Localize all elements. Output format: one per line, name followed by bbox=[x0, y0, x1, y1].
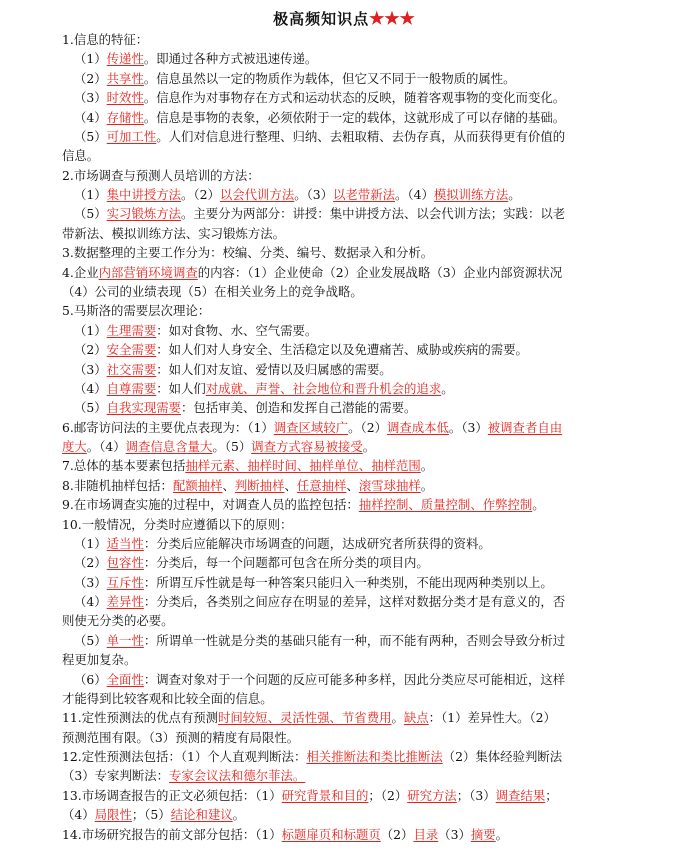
text-segment: 1.信息的特征： bbox=[62, 32, 149, 47]
title-text: 极高频知识点 bbox=[273, 10, 370, 28]
highlighted-term: 单一性 bbox=[106, 632, 144, 648]
text-segment: 14.市场研究报告的前文部分包括：（1） bbox=[62, 826, 282, 842]
text-segment: 才能得到比较客观和比较全面的信息。 bbox=[62, 690, 273, 706]
text-segment: 。即通过各种方式被迅速传递。 bbox=[143, 51, 318, 67]
text-segment: 5.马斯洛的需要层次理论： bbox=[62, 303, 211, 319]
text-segment: 信息。 bbox=[62, 148, 100, 164]
page-title bbox=[0, 8, 688, 29]
text-line bbox=[74, 88, 664, 108]
text-line bbox=[62, 611, 664, 631]
text-segment: （1） bbox=[74, 535, 107, 551]
text-line bbox=[74, 573, 664, 593]
text-segment: 10.一般情况，分类时应遵循以下的原则： bbox=[62, 516, 293, 532]
text-segment: 带新法、模拟训练方法、实习锻炼方法。 bbox=[62, 225, 286, 241]
text-segment: （3） bbox=[74, 361, 107, 377]
text-line bbox=[62, 650, 664, 670]
text-segment: 、 bbox=[346, 477, 359, 493]
text-line bbox=[74, 321, 664, 341]
text-segment: 。（5） bbox=[212, 439, 252, 454]
text-line bbox=[74, 185, 664, 205]
text-line bbox=[74, 592, 664, 612]
text-line bbox=[62, 437, 664, 457]
text-line bbox=[62, 825, 664, 845]
text-segment: ：如人们对友谊、爱情以及归属感的需要。 bbox=[156, 361, 392, 377]
text-segment: 。信息虽然以一定的物质作为载体，但它又不同于一般物质的属性。 bbox=[143, 70, 516, 86]
text-line bbox=[62, 476, 664, 496]
text-segment: （2） bbox=[74, 70, 107, 86]
text-line bbox=[62, 30, 664, 50]
highlighted-term: 包容性 bbox=[106, 555, 144, 571]
text-segment: 。 bbox=[391, 710, 404, 726]
text-line bbox=[62, 301, 664, 321]
text-segment: （1） bbox=[74, 322, 107, 338]
text-line bbox=[62, 166, 664, 186]
text-segment: ：调查对象对于一个问题的反应可能多种多样，因此分类应尽可能相近，这样 bbox=[143, 671, 566, 687]
highlighted-term: 调查区域较广 bbox=[273, 419, 349, 435]
text-segment: 、 bbox=[284, 477, 297, 493]
highlighted-term: 摘要 bbox=[470, 826, 496, 842]
text-segment: ：（1）差异性大。（2） bbox=[428, 710, 556, 726]
text-line bbox=[74, 204, 664, 224]
highlighted-term: 专家会议法和德尔菲法。 bbox=[169, 768, 306, 784]
text-segment: （2）集体经验判断法 bbox=[442, 749, 563, 765]
text-segment: （1） bbox=[74, 187, 107, 202]
text-segment: （2） bbox=[74, 342, 107, 358]
text-segment: ：分类后，每一个问题都可包含在所分类的项目内。 bbox=[143, 555, 429, 571]
highlighted-term: 抽样元素、抽样时间、抽样单位、抽样范围 bbox=[185, 458, 421, 474]
highlighted-term: 内部营销环境调查 bbox=[98, 264, 198, 280]
text-line bbox=[74, 553, 664, 573]
highlighted-term: 安全需要 bbox=[106, 342, 157, 358]
text-segment: 。 bbox=[232, 807, 246, 823]
text-segment: ：所谓单一性就是分类的基础只能有一种，而不能有两种，否则会导致分析过 bbox=[143, 632, 566, 648]
text-segment: 。（2） bbox=[348, 419, 387, 435]
highlighted-term: 缺点 bbox=[403, 710, 429, 726]
text-segment: （6） bbox=[74, 671, 107, 687]
text-segment: （4） bbox=[74, 380, 107, 396]
text-segment: 13.市场调查报告的正文必须包括：（1） bbox=[62, 787, 282, 803]
text-segment: 。 bbox=[508, 187, 521, 202]
highlighted-term: 调查结果 bbox=[495, 787, 546, 803]
text-segment: 2.市场调查与预测人员培训的方法： bbox=[62, 167, 260, 183]
highlighted-term: 差异性 bbox=[106, 594, 144, 609]
text-segment: 9.在市场调查实施的过程中，对调查人员的监控包括： bbox=[62, 497, 359, 513]
text-segment: ：包括审美、创造和发挥自己潜能的需要。 bbox=[181, 400, 417, 416]
text-line bbox=[62, 708, 664, 728]
highlighted-term: 生理需要 bbox=[106, 322, 157, 338]
highlighted-term: 目录 bbox=[413, 826, 439, 842]
text-segment: 3.数据整理的主要工作分为：校编、分类、编号、数据录入和分析。 bbox=[62, 245, 434, 261]
text-segment: 8.非随机抽样包括： bbox=[62, 477, 173, 493]
text-line bbox=[62, 786, 664, 806]
text-line bbox=[74, 398, 664, 418]
text-segment: 的内容：（1）企业使命（2）企业发展战略（3）企业内部资源状况 bbox=[197, 264, 563, 280]
highlighted-term: 研究方法 bbox=[407, 787, 457, 803]
highlighted-term: 全面性 bbox=[106, 671, 144, 687]
highlighted-term: 调查信息含量大 bbox=[125, 439, 213, 454]
text-segment: 程更加复杂。 bbox=[62, 652, 137, 668]
highlighted-term: 实习锻炼方法 bbox=[106, 206, 182, 222]
text-line bbox=[62, 689, 664, 709]
text-segment: ：分类后，各类别之间应存在明显的差异，这样对数据分类才是有意义的，否 bbox=[143, 594, 566, 609]
text-segment: ； bbox=[545, 787, 558, 803]
text-segment: ；（5） bbox=[131, 807, 171, 823]
text-segment: （1） bbox=[74, 51, 107, 67]
text-segment: 。信息是事物的表象，必须依附于一定的载体，这就形成了可以存储的基础。 bbox=[143, 109, 566, 125]
text-segment: 11.定性预测法的优点有预测 bbox=[62, 710, 219, 726]
text-segment: ：如人们对人身安全、生活稳定以及免遭痛苦、威胁或疾病的需要。 bbox=[156, 342, 528, 358]
text-segment: ：所谓互斥性就是每一种答案只能归入一种类别，不能出现两种类别以上。 bbox=[143, 574, 553, 590]
text-segment: 预测范围有限。（3）预测的精度有局限性。 bbox=[62, 729, 300, 745]
text-line bbox=[62, 805, 664, 825]
highlighted-term: 任意抽样 bbox=[296, 477, 347, 493]
highlighted-term: 以老带新法 bbox=[333, 187, 396, 202]
text-segment: 。人们对信息进行整理、归纳、去粗取精、去伪存真，从而获得更有价值的 bbox=[156, 128, 566, 144]
text-line bbox=[74, 534, 664, 554]
text-segment: ：分类后应能解决市场调查的问题，达成研究者所获得的资料。 bbox=[143, 535, 491, 551]
text-segment: 。（4） bbox=[395, 187, 434, 202]
highlighted-term: 判断抽样 bbox=[234, 477, 285, 493]
highlighted-term: 配额抽样 bbox=[172, 477, 223, 493]
text-line bbox=[74, 49, 664, 69]
highlighted-term: 社交需要 bbox=[106, 361, 157, 377]
highlighted-term: 相关推断法和类比推断法 bbox=[306, 749, 443, 765]
text-line bbox=[74, 69, 664, 89]
text-line bbox=[62, 146, 664, 166]
text-segment: （4） bbox=[74, 594, 107, 609]
text-segment: 12.定性预测法包括：（1）个人直观判断法： bbox=[62, 749, 307, 765]
text-line bbox=[62, 263, 664, 283]
highlighted-term: 被调查者自由 bbox=[487, 419, 563, 435]
text-segment: （3） bbox=[438, 826, 471, 842]
highlighted-term: 滚雪球抽样 bbox=[358, 477, 421, 493]
text-segment: （3） bbox=[74, 90, 107, 106]
text-segment: （2） bbox=[74, 555, 107, 571]
text-segment: （4） bbox=[62, 807, 95, 823]
text-line bbox=[62, 243, 664, 263]
text-segment: （5） bbox=[74, 632, 107, 648]
text-segment: 。（2） bbox=[181, 187, 220, 202]
highlighted-term: 适当性 bbox=[106, 535, 144, 551]
text-line bbox=[74, 379, 664, 399]
star-rating-icon: ★★★ bbox=[369, 9, 415, 29]
text-segment: 。（3） bbox=[294, 187, 334, 202]
text-segment: 。 bbox=[362, 439, 376, 454]
highlighted-term: 集中讲授方法 bbox=[106, 187, 182, 202]
highlighted-term: 标题扉页和标题页 bbox=[281, 826, 381, 842]
highlighted-term: 度大 bbox=[62, 439, 87, 454]
highlighted-term: 自尊需要 bbox=[106, 380, 157, 396]
text-line bbox=[62, 766, 664, 786]
highlighted-term: 自我实现需要 bbox=[106, 400, 182, 416]
text-line bbox=[62, 418, 664, 438]
text-segment: （4）公司的业绩表现（5）在相关业务上的竞争战略。 bbox=[62, 283, 363, 299]
text-segment: 6.邮寄访问法的主要优点表现为：（1） bbox=[62, 419, 274, 435]
text-line bbox=[74, 127, 664, 147]
highlighted-term: 抽样控制、质量控制、作弊控制 bbox=[358, 497, 533, 513]
text-segment: ；（2） bbox=[368, 787, 408, 803]
text-line bbox=[74, 360, 664, 380]
highlighted-term: 以会代训方法 bbox=[219, 187, 295, 202]
text-segment: 。 bbox=[495, 826, 509, 842]
text-segment: 则使无分类的必要。 bbox=[62, 613, 174, 629]
text-line bbox=[62, 515, 664, 535]
highlighted-term: 共享性 bbox=[106, 70, 144, 86]
text-line bbox=[74, 670, 664, 690]
text-segment: （5） bbox=[74, 400, 107, 416]
text-segment: 。 bbox=[532, 497, 545, 513]
text-segment: 。 bbox=[420, 458, 434, 474]
highlighted-term: 局限性 bbox=[94, 807, 132, 823]
highlighted-term: 时效性 bbox=[106, 90, 144, 106]
highlighted-term: 时间较短、灵活性强、节省费用 bbox=[218, 710, 392, 726]
text-segment: 。（4） bbox=[86, 439, 126, 454]
highlighted-term: 调查方式容易被接受 bbox=[251, 439, 363, 454]
text-segment: （3） bbox=[74, 574, 107, 590]
text-segment: 7.总体的基本要素包括 bbox=[62, 458, 186, 474]
highlighted-term: 互斥性 bbox=[106, 574, 144, 590]
text-segment: 。信息作为对事物存在方式和运动状态的反映，随着客观事物的变化而变化。 bbox=[143, 90, 566, 106]
text-segment: 。主要分为两部分：讲授：集中讲授方法、以会代训方法；实践：以老 bbox=[181, 206, 566, 222]
text-segment: （5） bbox=[74, 206, 107, 222]
highlighted-term: 研究背景和目的 bbox=[281, 787, 369, 803]
text-line bbox=[62, 495, 664, 515]
text-segment: （4） bbox=[74, 109, 107, 125]
highlighted-term: 对成就、声誉、社会地位和晋升机会的追求 bbox=[205, 380, 442, 396]
text-line bbox=[74, 631, 664, 651]
text-segment: ：如人们 bbox=[156, 380, 206, 396]
text-segment: ：如对食物、水、空气需要。 bbox=[156, 322, 318, 338]
text-segment: 、 bbox=[222, 477, 235, 493]
text-segment: （2） bbox=[380, 826, 414, 842]
text-segment: 。 bbox=[441, 380, 454, 396]
highlighted-term: 模拟训练方法 bbox=[433, 187, 509, 202]
text-segment: 。 bbox=[420, 477, 434, 493]
text-segment: （3）专家判断法： bbox=[62, 768, 170, 784]
text-line bbox=[62, 728, 664, 748]
text-line bbox=[74, 340, 664, 360]
text-segment: 4.企业 bbox=[62, 264, 99, 280]
text-line bbox=[62, 224, 664, 244]
highlighted-term: 存储性 bbox=[106, 109, 144, 125]
text-line bbox=[74, 108, 664, 128]
text-line bbox=[62, 747, 664, 767]
text-line bbox=[62, 456, 664, 476]
text-segment: 。（3） bbox=[448, 419, 488, 435]
highlighted-term: 可加工性 bbox=[106, 128, 157, 144]
text-segment: ；（3） bbox=[456, 787, 496, 803]
text-segment: （5） bbox=[74, 128, 107, 144]
highlighted-term: 调查成本低 bbox=[386, 419, 449, 435]
highlighted-term: 传递性 bbox=[106, 51, 144, 67]
highlighted-term: 结论和建议 bbox=[170, 807, 233, 823]
text-line bbox=[62, 282, 664, 302]
